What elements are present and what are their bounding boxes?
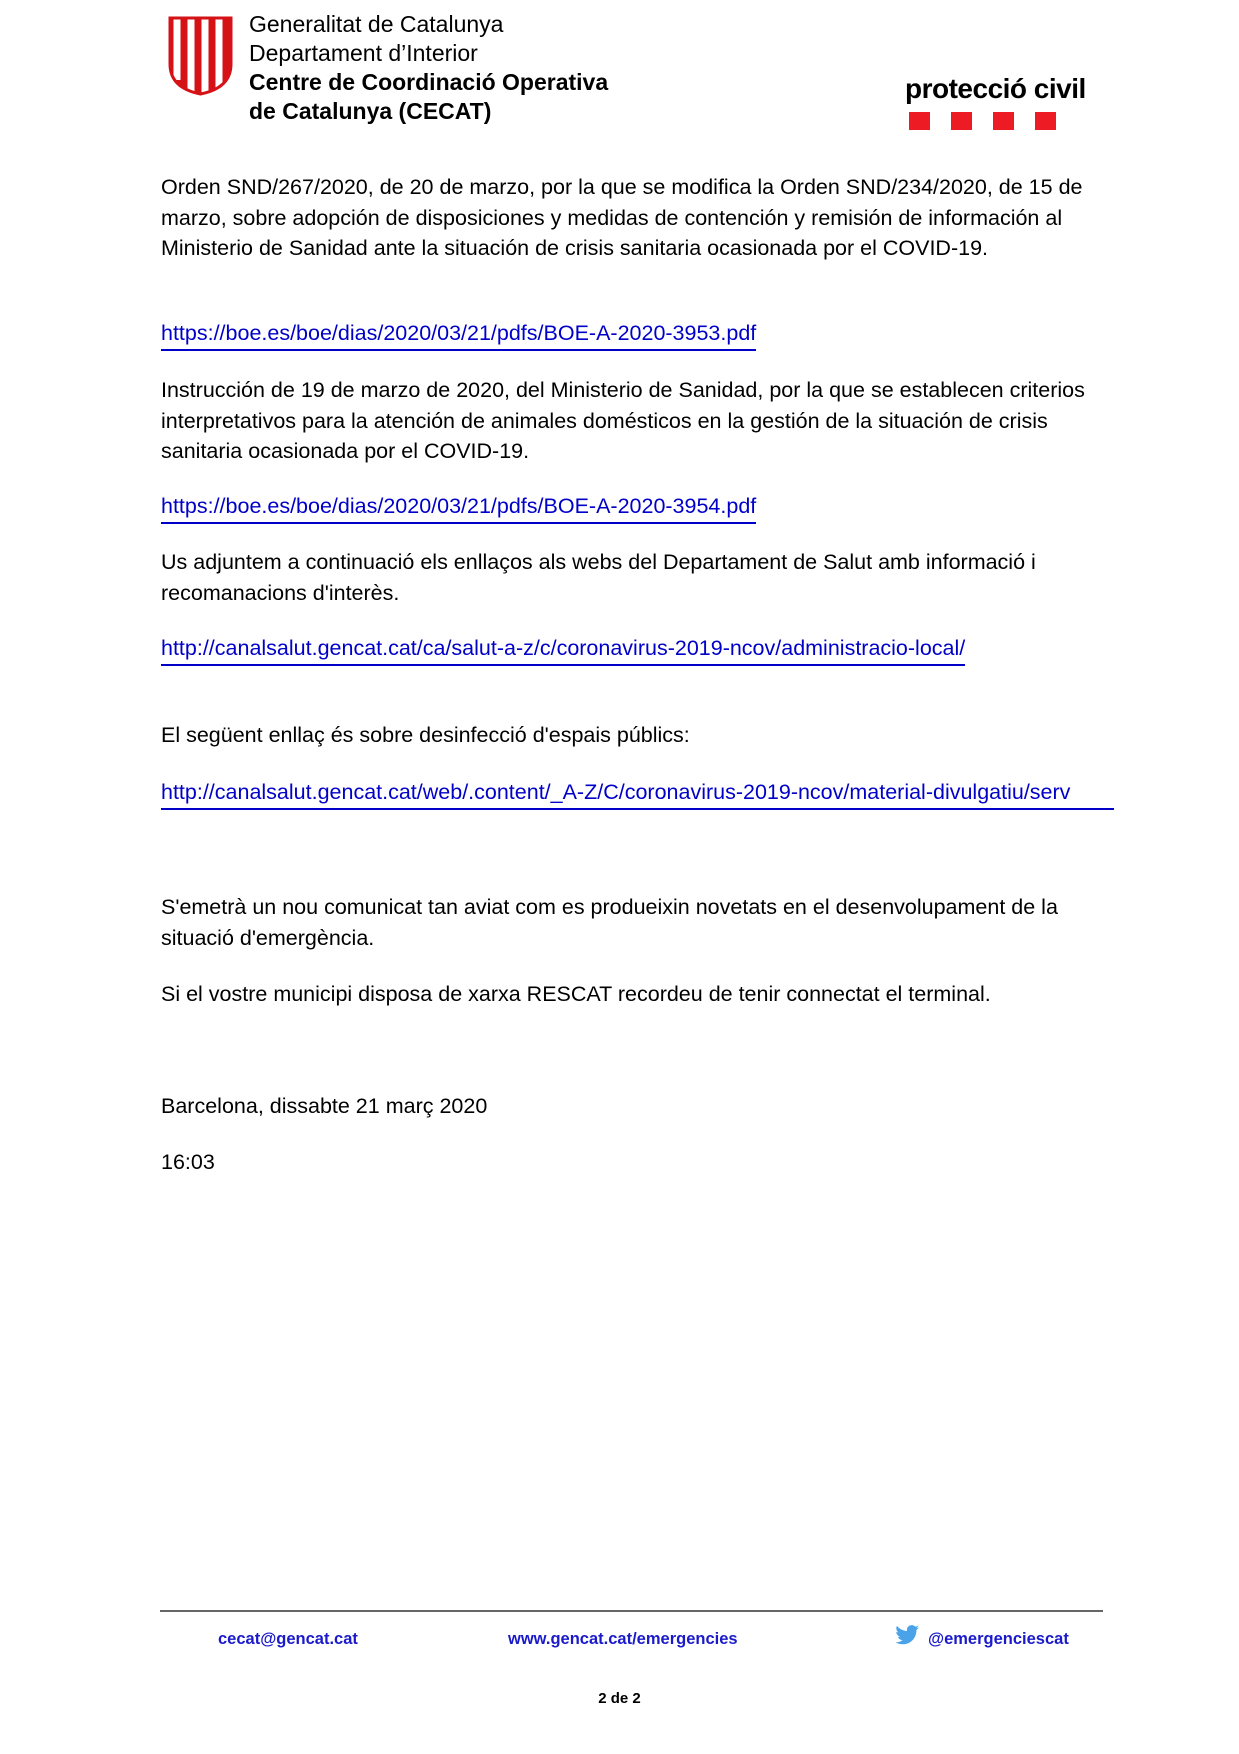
place-and-date: Barcelona, dissabte 21 març 2020: [161, 1094, 488, 1118]
proteccio-civil-logo: [905, 74, 1095, 130]
footer-divider: [160, 1610, 1103, 1612]
time: 16:03: [161, 1150, 215, 1174]
twitter-bird-icon: [895, 1625, 920, 1645]
link-canalsalut-administracio-local[interactable]: http://canalsalut.gencat.cat/ca/salut-a-z/c/coronavirus-2019-ncov/administracio-local/: [161, 633, 965, 666]
red-square: [909, 112, 930, 130]
org-line-centre: Centre de Coordinació Operativa: [249, 69, 609, 95]
org-line-department: Departament d’Interior: [249, 40, 478, 66]
red-square: [951, 112, 972, 130]
footer-email-link[interactable]: cecat@gencat.cat: [218, 1630, 358, 1648]
paragraph-desinfeccio: El següent enllaç és sobre desinfecció d'espais públics:: [161, 723, 690, 747]
paragraph-xarxa-rescat: Si el vostre municipi disposa de xarxa RESCAT recordeu de tenir connectat el terminal.: [161, 982, 991, 1006]
page-number: 2 de 2: [598, 1690, 641, 1707]
paragraph-nou-comunicat: S'emetrà un nou comunicat tan aviat com es produeixin novetats en el desenvolupament de la situació d'emergència.: [161, 895, 1058, 950]
organization-name: [249, 10, 608, 126]
org-line-generalitat: Generalitat de Catalunya: [249, 11, 504, 37]
org-line-cecat: de Catalunya (CECAT): [249, 98, 492, 124]
link-boe-3954[interactable]: https://boe.es/boe/dias/2020/03/21/pdfs/BOE-A-2020-3954.pdf: [161, 491, 756, 524]
generalitat-coat-of-arms-logo: [166, 14, 235, 96]
letterhead: [0, 0, 1239, 150]
red-square: [993, 112, 1014, 130]
paragraph-instruccion: Instrucción de 19 de marzo de 2020, del Ministerio de Sanidad, por la que se establecen criterios interpretativos para la atención de animales domésticos en la gestión de la situación de crisis sanitaria ocasionada por el COVID-19.: [161, 378, 1085, 463]
red-square: [1035, 112, 1056, 130]
link-boe-3953[interactable]: https://boe.es/boe/dias/2020/03/21/pdfs/BOE-A-2020-3953.pdf: [161, 318, 756, 351]
proteccio-civil-wordmark: protecció civil: [905, 73, 1086, 104]
link-canalsalut-material-divulgatiu[interactable]: http://canalsalut.gencat.cat/web/.content/_A-Z/C/coronavirus-2019-ncov/material-divulgatiu/serv: [161, 777, 1114, 810]
footer-web-link[interactable]: www.gencat.cat/emergencies: [508, 1630, 738, 1648]
paragraph-enllacos-salut: Us adjuntem a continuació els enllaços als webs del Departament de Salut amb informació i recomanacions d'interès.: [161, 550, 1036, 605]
paragraph-orden-snd-267: Orden SND/267/2020, de 20 de marzo, por la que se modifica la Orden SND/234/2020, de 15 de marzo, sobre adopción de disposiciones y medidas de contención y remisión de información al Ministerio de Sanidad ante la situación de crisis sanitaria ocasionada por el COVID-19.: [161, 175, 1083, 260]
footer-twitter-handle[interactable]: @emergenciescat: [928, 1630, 1069, 1648]
red-squares-mark: [909, 112, 1095, 130]
